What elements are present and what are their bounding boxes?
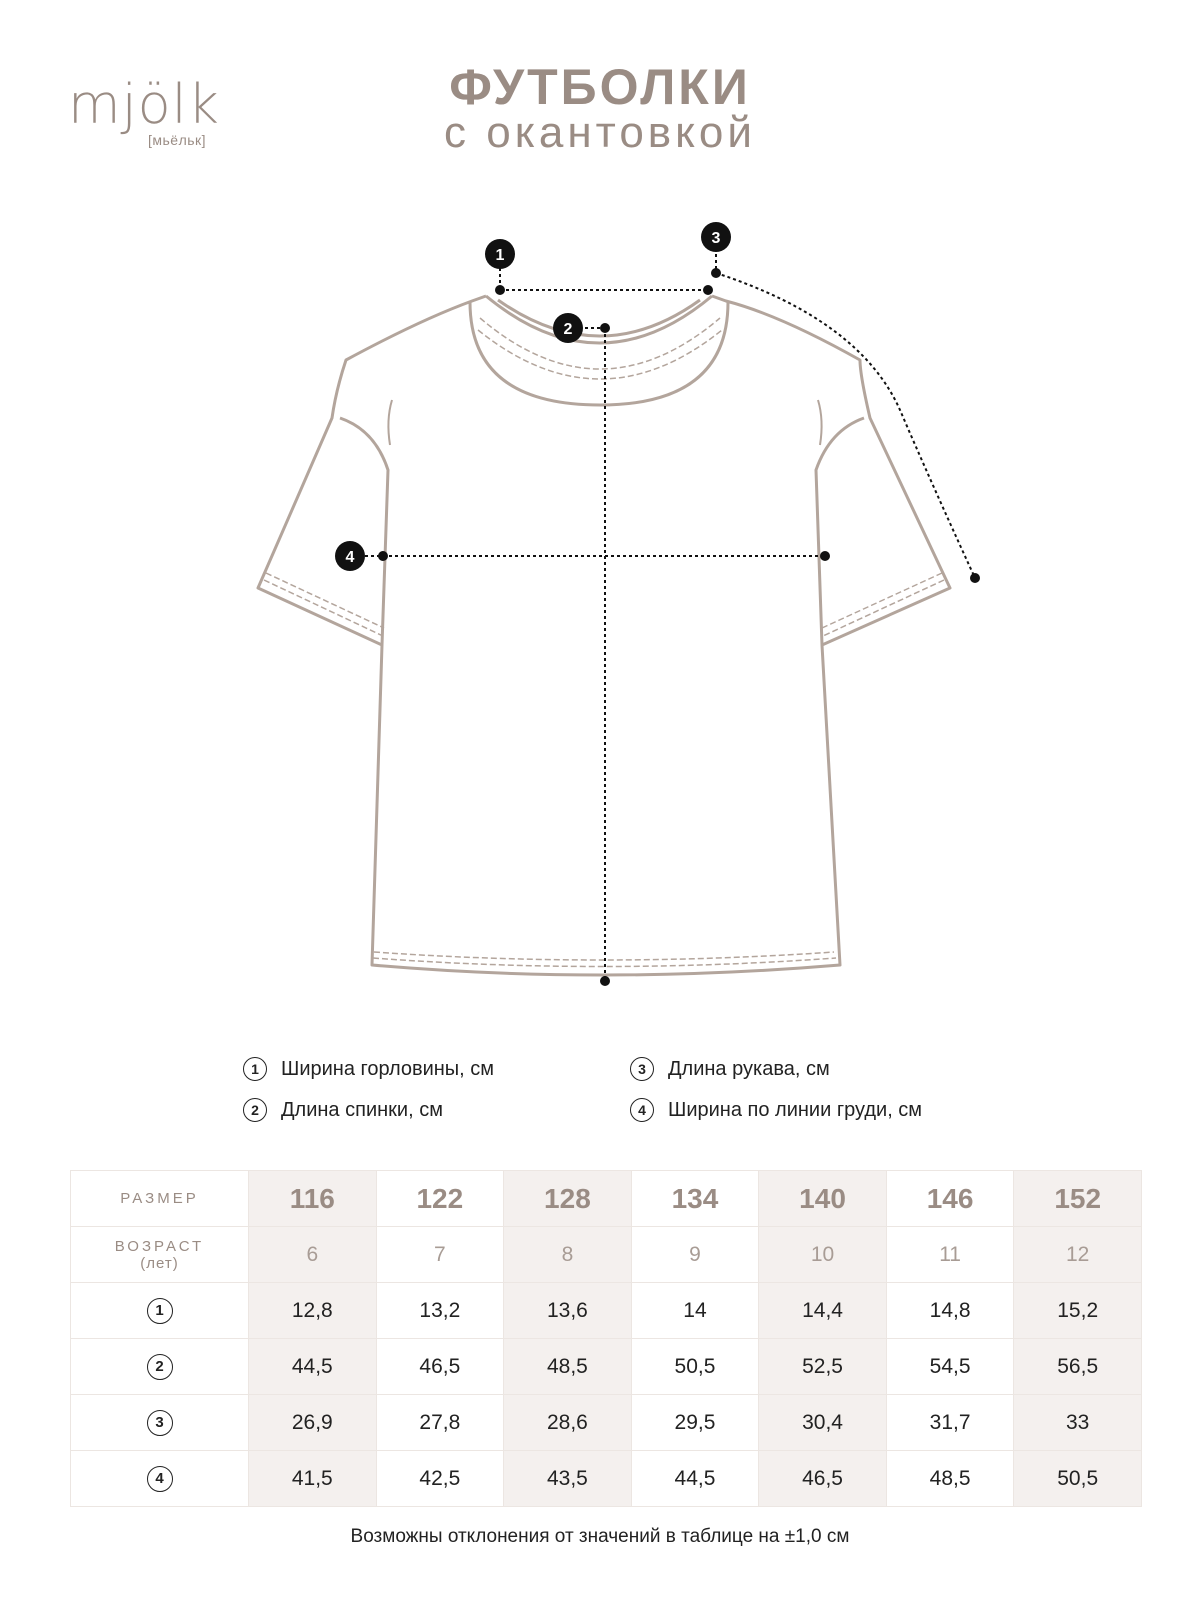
age-cell: 7 (376, 1227, 504, 1283)
measure-cell: 43,5 (504, 1451, 632, 1507)
measurement-row-1 (71, 1283, 1142, 1339)
legend-number-icon: 2 (243, 1098, 267, 1122)
measure-cell: 56,5 (1014, 1339, 1142, 1395)
legend-item-neck-width (243, 1057, 494, 1081)
measure-cell: 30,4 (759, 1395, 887, 1451)
measure-cell: 29,5 (631, 1395, 759, 1451)
row-number-icon: 3 (147, 1410, 173, 1436)
measure-cell: 48,5 (504, 1339, 632, 1395)
measure-cell: 13,2 (376, 1283, 504, 1339)
age-row-header (71, 1227, 249, 1283)
size-cell: 152 (1014, 1171, 1142, 1227)
measurement-row-3 (71, 1395, 1142, 1451)
svg-text:1: 1 (495, 247, 505, 264)
age-cell: 11 (886, 1227, 1014, 1283)
row-number-icon: 4 (147, 1466, 173, 1492)
svg-text:2: 2 (563, 321, 573, 338)
brand-transcription: [мьёльк] (148, 132, 207, 148)
row-number-cell (71, 1395, 249, 1451)
size-table (70, 1170, 1142, 1507)
tolerance-note: Возможны отклонения от значений в таблице на ±1,0 см (350, 1526, 850, 1547)
legend-label: Длина рукава, см (668, 1057, 830, 1080)
age-unit: (лет) (140, 1254, 179, 1272)
legend-number-icon: 1 (243, 1057, 267, 1081)
sleeve-length-line (716, 273, 975, 578)
measure-cell: 50,5 (631, 1339, 759, 1395)
marker-4-icon (335, 541, 365, 571)
measure-cell: 52,5 (759, 1339, 887, 1395)
legend-label: Ширина горловины, см (281, 1057, 495, 1080)
measure-cell: 26,9 (249, 1395, 377, 1451)
measure-cell: 48,5 (886, 1451, 1014, 1507)
measurement-row-4 (71, 1451, 1142, 1507)
row-number-icon: 1 (147, 1298, 173, 1324)
age-cell: 12 (1014, 1227, 1142, 1283)
legend-number-icon: 3 (630, 1057, 654, 1081)
measure-cell: 12,8 (249, 1283, 377, 1339)
size-cell: 116 (249, 1171, 377, 1227)
marker-2-icon (553, 313, 583, 343)
age-cell: 6 (249, 1227, 377, 1283)
row-number-cell (71, 1283, 249, 1339)
size-cell: 146 (886, 1171, 1014, 1227)
row-number-icon: 2 (147, 1354, 173, 1380)
measure-cell: 33 (1014, 1395, 1142, 1451)
row-number-cell (71, 1451, 249, 1507)
size-cell: 134 (631, 1171, 759, 1227)
measure-cell: 14,4 (759, 1283, 887, 1339)
age-row (71, 1227, 1142, 1283)
size-cell: 140 (759, 1171, 887, 1227)
legend-item-sleeve-length (630, 1057, 830, 1081)
marker-1-icon (485, 239, 515, 269)
measure-cell: 28,6 (504, 1395, 632, 1451)
measure-cell: 14,8 (886, 1283, 1014, 1339)
legend-item-back-length (243, 1098, 443, 1122)
measure-cell: 46,5 (759, 1451, 887, 1507)
measure-cell: 50,5 (1014, 1451, 1142, 1507)
age-cell: 9 (631, 1227, 759, 1283)
legend-item-chest-width (630, 1098, 922, 1122)
page-title: ФУТБОЛКИ (449, 59, 751, 115)
measure-cell: 14 (631, 1283, 759, 1339)
measure-cell: 31,7 (886, 1395, 1014, 1451)
marker-3-icon (701, 222, 731, 252)
legend-label: Длина спинки, см (281, 1098, 443, 1121)
legend-number-icon: 4 (630, 1098, 654, 1122)
size-row (71, 1171, 1142, 1227)
age-label: ВОЗРАСТ (114, 1237, 205, 1255)
measure-cell: 44,5 (631, 1451, 759, 1507)
age-cell: 8 (504, 1227, 632, 1283)
row-number-cell (71, 1339, 249, 1395)
measure-cell: 42,5 (376, 1451, 504, 1507)
legend-label: Ширина по линии груди, см (668, 1098, 923, 1121)
measure-cell: 46,5 (376, 1339, 504, 1395)
brand-name: mjölk (68, 73, 220, 136)
age-cell: 10 (759, 1227, 887, 1283)
measure-cell: 27,8 (376, 1395, 504, 1451)
svg-text:4: 4 (345, 549, 355, 566)
page-subtitle: с окантовкой (444, 108, 756, 157)
size-row-header: РАЗМЕР (71, 1171, 249, 1227)
measure-cell: 54,5 (886, 1339, 1014, 1395)
size-cell: 128 (504, 1171, 632, 1227)
measure-cell: 41,5 (249, 1451, 377, 1507)
svg-text:3: 3 (711, 230, 721, 247)
measure-cell: 44,5 (249, 1339, 377, 1395)
size-cell: 122 (376, 1171, 504, 1227)
measure-cell: 15,2 (1014, 1283, 1142, 1339)
measurement-row-2 (71, 1339, 1142, 1395)
measure-cell: 13,6 (504, 1283, 632, 1339)
